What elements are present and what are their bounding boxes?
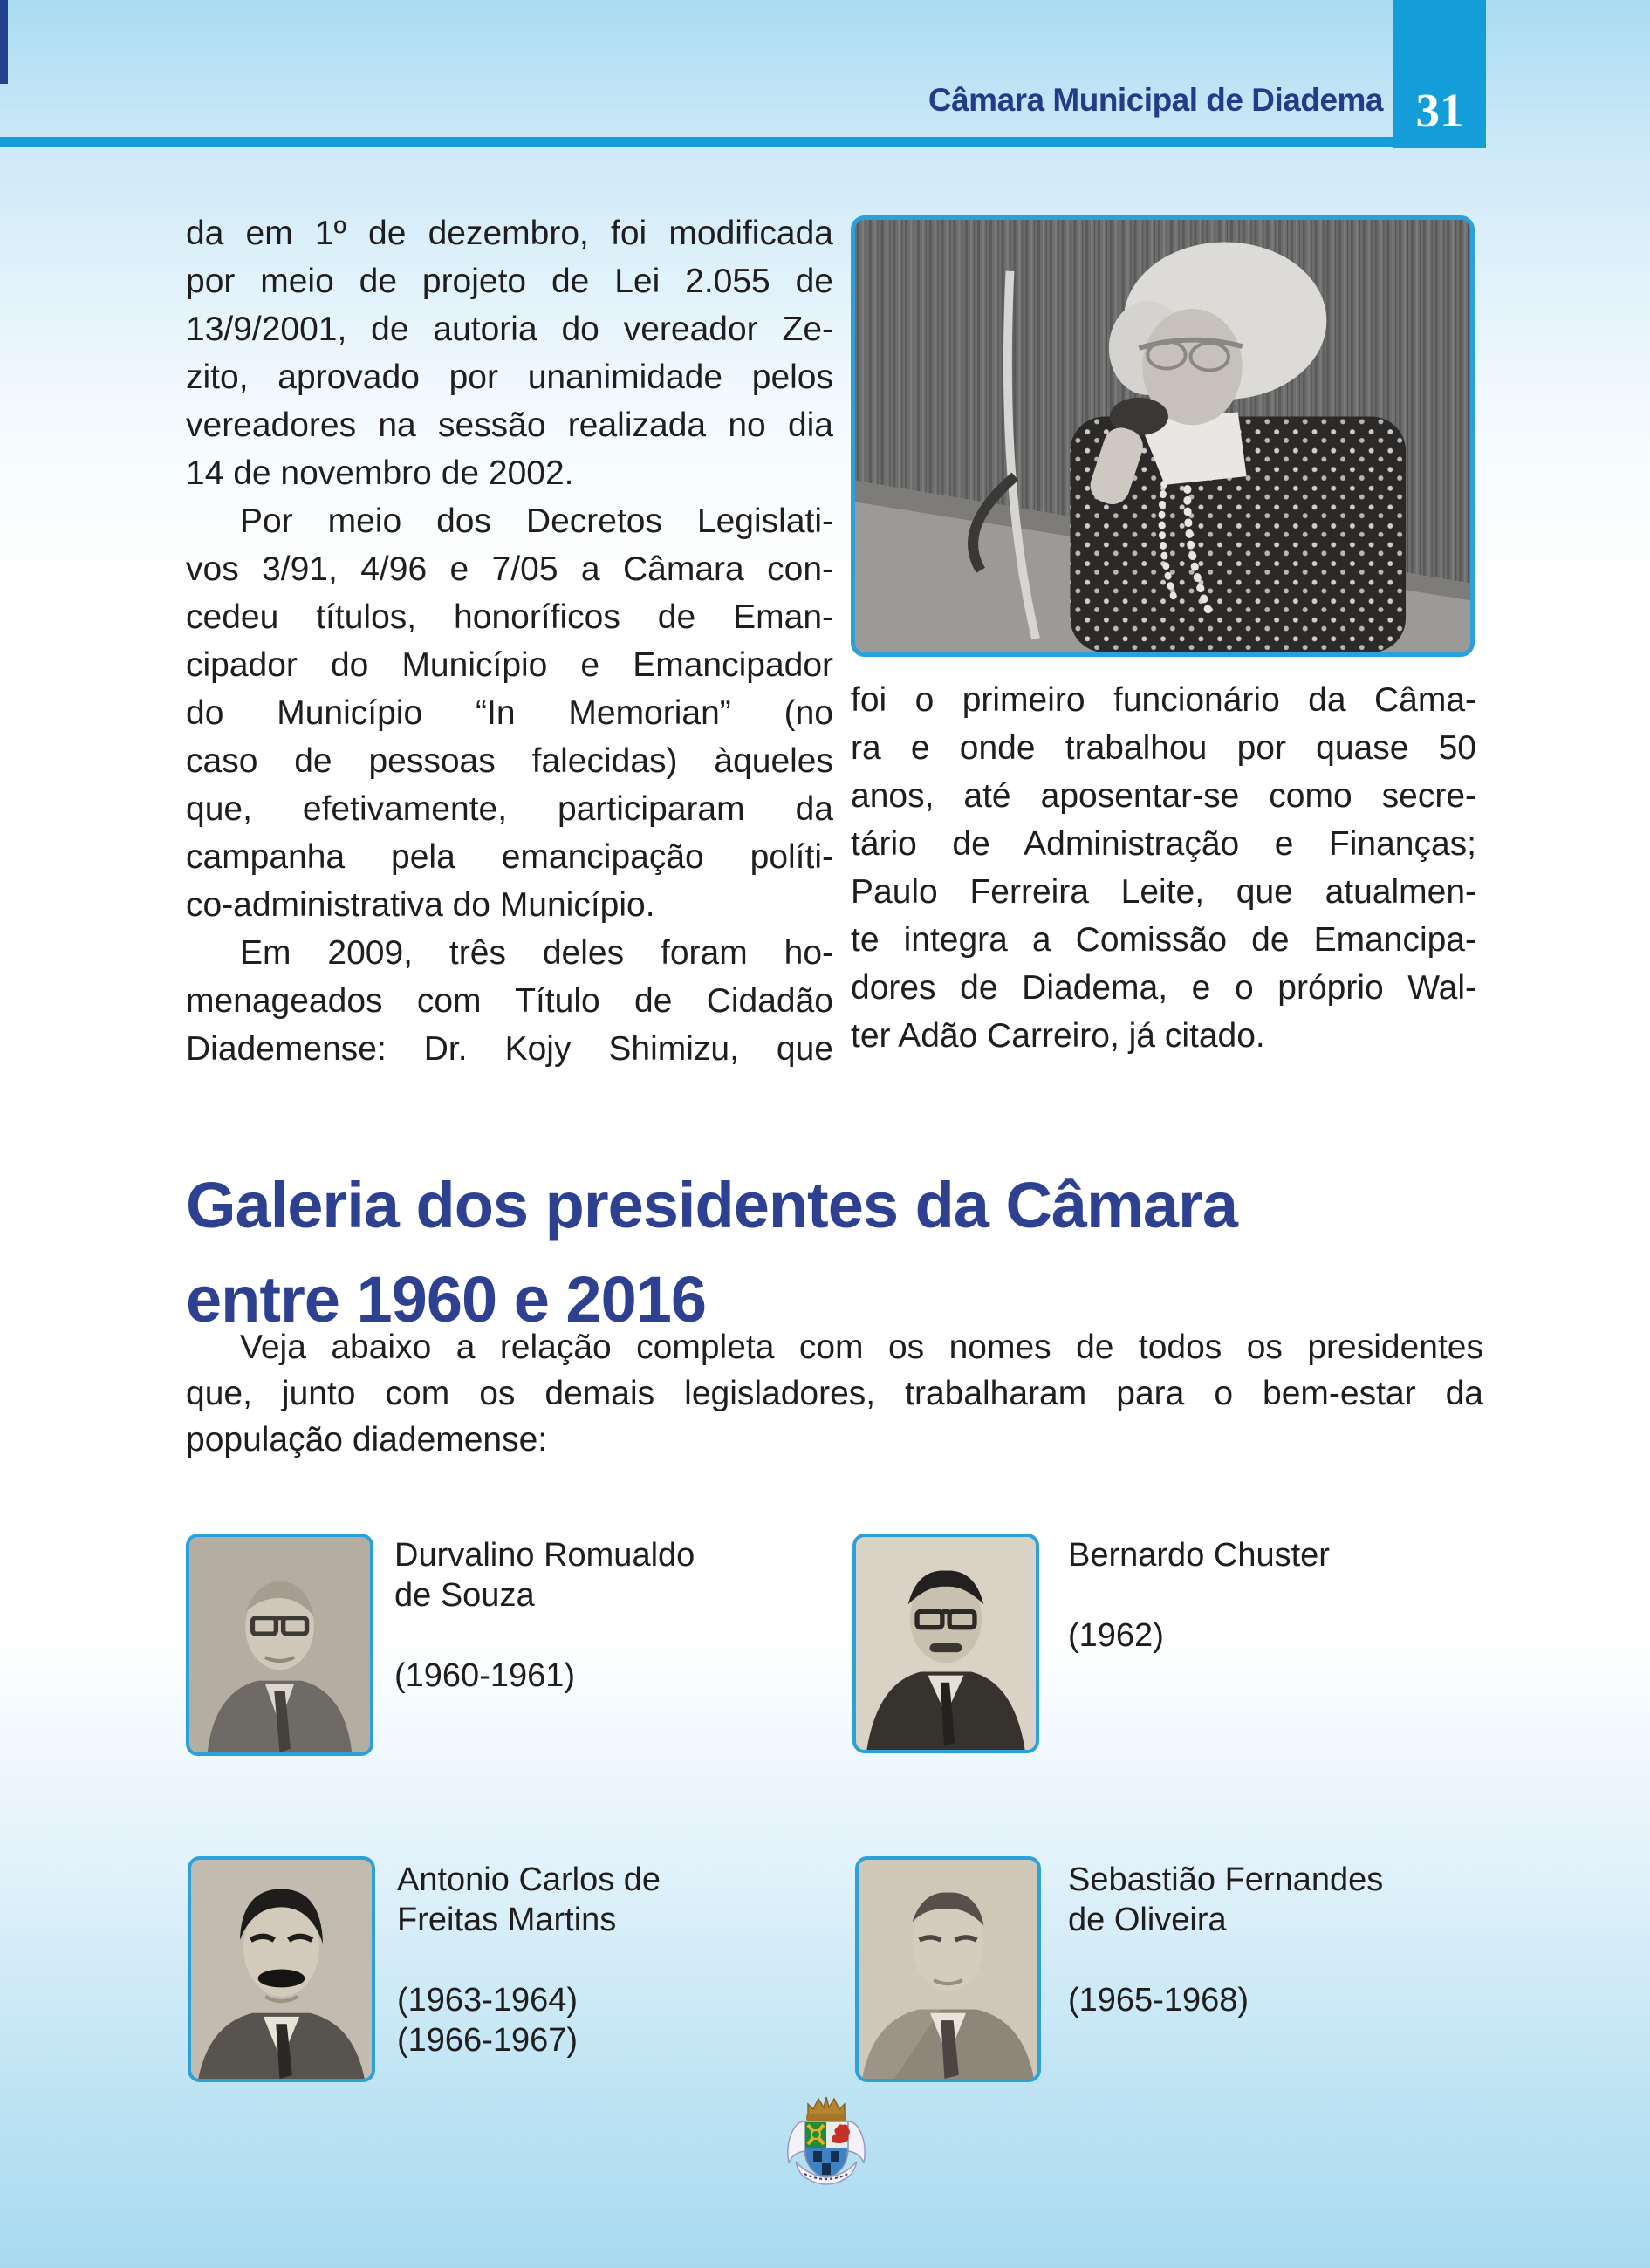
speaker-photo-illustration bbox=[855, 220, 1470, 652]
text-line: Veja abaixo a relação completa com os nomes de todos os presidentes bbox=[240, 1329, 1483, 1366]
diadema-coat-of-arms bbox=[782, 2094, 871, 2202]
text-line: Em 2009, três deles foram ho- bbox=[240, 934, 833, 972]
speaker-photo bbox=[851, 215, 1475, 657]
portrait-man-glasses-suit-icon bbox=[189, 1537, 370, 1752]
gallery-text-line: (1966-1967) bbox=[397, 2022, 579, 2059]
header-rule bbox=[0, 137, 1393, 147]
gallery-text-line: de Oliveira bbox=[1068, 1902, 1227, 1938]
gallery-text-line: Durvalino Romualdo bbox=[394, 1537, 695, 1574]
corner-bleed-mark bbox=[0, 0, 8, 84]
gallery-text-line: Antonio Carlos de bbox=[397, 1862, 661, 1898]
president-photo-antonio bbox=[188, 1856, 375, 2082]
text-line: 14 de novembro de 2002. bbox=[186, 454, 574, 492]
section-heading-line1: Galeria dos presidentes da Câmara bbox=[186, 1168, 1237, 1241]
text-line: cedeu títulos, honoríficos de Eman- bbox=[186, 598, 833, 636]
text-line: Por meio dos Decretos Legislati- bbox=[240, 502, 833, 540]
text-line: população diademense: bbox=[186, 1421, 548, 1458]
text-line: cipador do Município e Emancipador bbox=[186, 646, 833, 684]
gallery-text-spacer bbox=[397, 1940, 851, 1980]
gallery-text-spacer bbox=[1068, 1575, 1522, 1616]
page-number-tab bbox=[1393, 0, 1486, 148]
president-photo-durvalino bbox=[186, 1534, 373, 1756]
text-line: campanha pela emancipação políti- bbox=[186, 838, 833, 876]
text-line: dores de Diadema, e o próprio Wal- bbox=[851, 969, 1476, 1007]
text-line: vos 3/91, 4/96 e 7/05 a Câmara con- bbox=[186, 550, 833, 588]
text-line: do Município “In Memorian” (no bbox=[186, 694, 833, 732]
gallery-text-spacer bbox=[394, 1616, 848, 1656]
coat-of-arms-icon bbox=[782, 2094, 871, 2202]
portrait-man-light-suit-icon bbox=[859, 1860, 1037, 2079]
portrait-man-mustache-icon bbox=[191, 1860, 372, 2079]
left-column bbox=[186, 209, 833, 1073]
text-line: foi o primeiro funcionário da Câma- bbox=[851, 681, 1476, 719]
text-line: zito, aprovado por unanimidade pelos bbox=[186, 359, 833, 396]
text-line: tário de Administração e Finanças; bbox=[851, 825, 1476, 863]
text-line: por meio de projeto de Lei 2.055 de bbox=[186, 263, 833, 300]
text-line: menageados com Título de Cidadão bbox=[186, 982, 833, 1020]
president-caption-sebastiao bbox=[1068, 1860, 1522, 2020]
president-caption-antonio bbox=[397, 1860, 851, 2060]
text-line: te integra a Comissão de Emancipa- bbox=[851, 921, 1476, 959]
president-caption-bernardo bbox=[1068, 1535, 1522, 1656]
section-heading-line2: entre 1960 e 2016 bbox=[186, 1262, 707, 1336]
gallery-text-line: Sebastião Fernandes bbox=[1068, 1862, 1384, 1898]
text-line: anos, até aposentar-se como secre- bbox=[851, 777, 1476, 815]
text-line: que, junto com os demais legisladores, trabalharam para o bem-estar da bbox=[186, 1375, 1483, 1412]
gallery-text-line: Freitas Martins bbox=[397, 1902, 617, 1938]
text-line: que, efetivamente, participaram da bbox=[186, 790, 833, 828]
portrait-man-glasses-mustache-icon bbox=[856, 1537, 1036, 1750]
gallery-text-spacer bbox=[1068, 1940, 1522, 1980]
gallery-text-line: de Souza bbox=[394, 1577, 535, 1614]
president-caption-durvalino bbox=[394, 1535, 848, 1696]
page-number: 31 bbox=[1415, 84, 1464, 137]
gallery-text-line: (1960-1961) bbox=[394, 1657, 576, 1694]
text-line: vereadores na sessão realizada no dia bbox=[186, 406, 833, 444]
gallery-text-line: (1962) bbox=[1068, 1617, 1164, 1654]
text-line: ter Adão Carreiro, já citado. bbox=[851, 1017, 1265, 1055]
president-photo-sebastiao bbox=[855, 1856, 1041, 2082]
text-line: co-administrativa do Município. bbox=[186, 886, 655, 924]
intro-paragraph bbox=[186, 1324, 1483, 1463]
text-line: 13/9/2001, de autoria do vereador Ze- bbox=[186, 311, 833, 348]
president-photo-bernardo bbox=[852, 1534, 1039, 1753]
gallery-text-line: (1963-1964) bbox=[397, 1982, 579, 2019]
text-line: caso de pessoas falecidas) àqueles bbox=[186, 742, 833, 780]
gallery-text-line: (1965-1968) bbox=[1068, 1982, 1249, 2019]
text-line: Diademense: Dr. Kojy Shimizu, que bbox=[186, 1030, 833, 1068]
section-heading bbox=[186, 1158, 1237, 1347]
text-line: Paulo Ferreira Leite, que atualmen- bbox=[851, 873, 1476, 911]
text-line: da em 1º de dezembro, foi modificada bbox=[186, 215, 833, 252]
text-line: ra e onde trabalhou por quase 50 bbox=[851, 729, 1476, 767]
page-header-title: Câmara Municipal de Diadema bbox=[928, 82, 1383, 118]
gallery-text-line: Bernardo Chuster bbox=[1068, 1537, 1330, 1574]
right-column bbox=[851, 676, 1476, 1060]
